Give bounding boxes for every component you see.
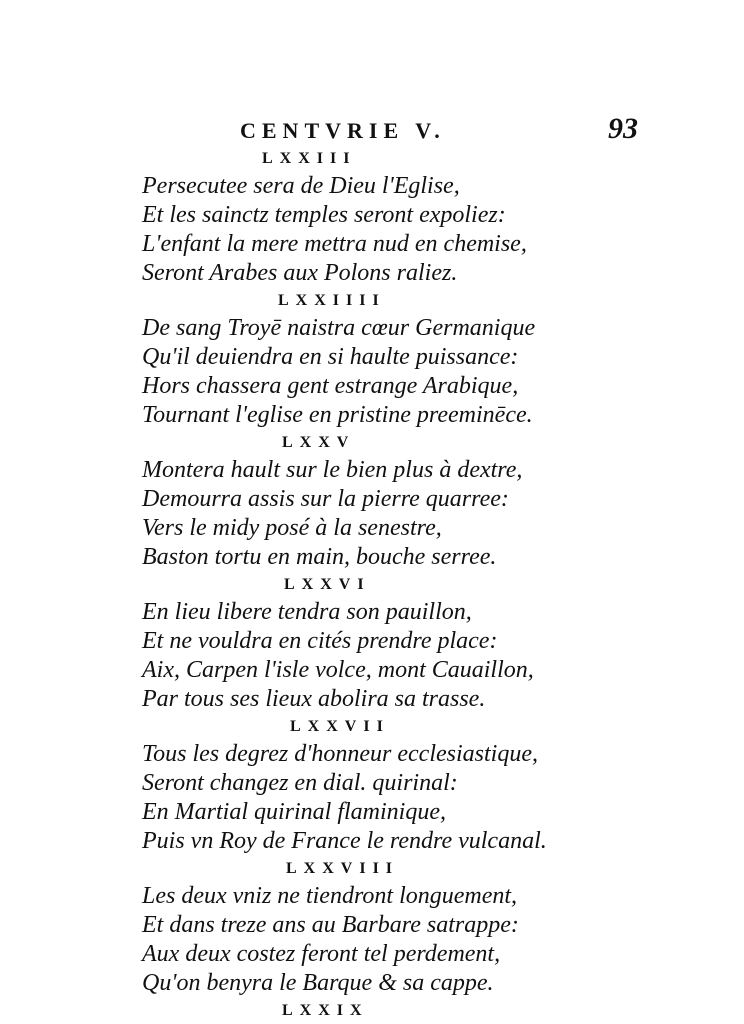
verse-line: Qu'on benyra le Barque & sa cappe. (142, 970, 494, 996)
quatrain-numeral: LXXIII (262, 150, 357, 167)
quatrain-numeral: LXXIIII (278, 292, 386, 309)
verse-line: Et ne vouldra en cités prendre place: (142, 628, 498, 654)
verse-line: Aix, Carpen l'isle volce, mont Cauaillon, (142, 657, 534, 683)
running-title: CENTVRIE V. (240, 118, 446, 143)
verse-line: Baston tortu en main, bouche serree. (142, 544, 497, 570)
verse-line: Hors chassera gent estrange Arabique, (142, 373, 519, 399)
verse-line: Et les sainctz temples seront expoliez: (142, 202, 506, 228)
quatrain-numeral: LXXIX (282, 1002, 369, 1019)
verse-line: Persecutee sera de Dieu l'Eglise, (142, 173, 460, 199)
verse-line: Les deux vniz ne tiendront longuement, (142, 883, 518, 909)
verse-line: En lieu libere tendra son pauillon, (142, 599, 472, 625)
quatrain-numeral: LXXVI (284, 576, 371, 593)
verse-line: Et dans treze ans au Barbare satrappe: (142, 912, 519, 938)
verse-line: Seront Arabes aux Polons raliez. (142, 260, 458, 286)
verse-line: Seront changez en dial. quirinal: (142, 770, 458, 796)
verse-line: Par tous ses lieux abolira sa trasse. (142, 686, 486, 712)
page-number: 93 (608, 112, 638, 145)
verse-line: De sang Troyē naistra cœur Germanique (142, 315, 536, 341)
verse-line: Vers le midy posé à la senestre, (142, 515, 442, 541)
quatrain-text-block (142, 146, 702, 1024)
verse-line: Tournant l'eglise en pristine preeminēce. (142, 402, 533, 428)
verse-line: Puis vn Roy de France le rendre vulcanal. (142, 828, 547, 854)
verse-line: En Martial quirinal flaminique, (142, 799, 446, 825)
verse-line: Aux deux costez feront tel perdement, (142, 941, 501, 967)
verse-line: Qu'il deuiendra en si haulte puissance: (142, 344, 519, 370)
verse-line: Demourra assis sur la pierre quarree: (142, 486, 509, 512)
quatrain-numeral: LXXVIII (286, 860, 400, 877)
verse-line: Montera hault sur le bien plus à dextre, (142, 457, 523, 483)
verse-line: L'enfant la mere mettra nud en chemise, (142, 231, 527, 257)
verse-line: Tous les degrez d'honneur ecclesiastique, (142, 741, 538, 767)
quatrain-numeral: LXXVII (290, 718, 390, 735)
quatrain-numeral: LXXV (282, 434, 356, 451)
